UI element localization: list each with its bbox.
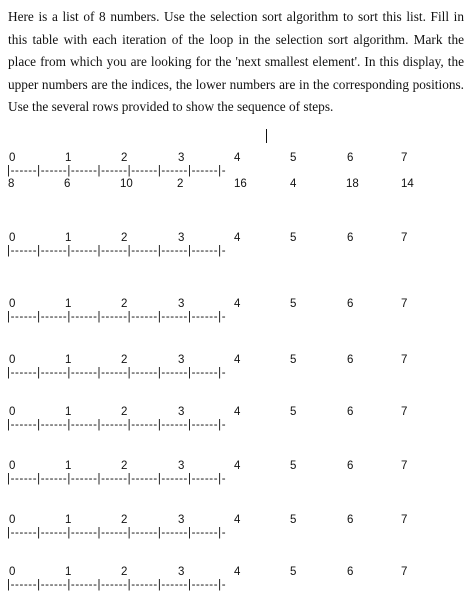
index-label: 6 [347,354,354,366]
index-label: 2 [121,566,128,578]
index-label: 3 [178,566,185,578]
separator-line: |------|------|------|------|------|------|------|- [7,311,227,323]
index-label: 7 [401,298,408,310]
index-label: 3 [178,460,185,472]
index-label: 7 [401,566,408,578]
index-label: 4 [234,354,241,366]
index-label: 2 [121,232,128,244]
index-label: 7 [401,354,408,366]
index-label: 5 [290,152,297,164]
index-label: 3 [178,232,185,244]
position-value: 16 [234,178,247,190]
index-label: 0 [9,232,16,244]
index-label: 5 [290,406,297,418]
index-label: 0 [9,298,16,310]
index-label: 7 [401,460,408,472]
index-label: 1 [65,298,72,310]
index-label: 3 [178,406,185,418]
index-label: 3 [178,298,185,310]
separator-line: |------|------|------|------|------|------|------|- [7,419,227,431]
index-label: 1 [65,354,72,366]
index-label: 5 [290,298,297,310]
index-label: 4 [234,514,241,526]
index-label: 0 [9,406,16,418]
position-value: 2 [177,178,184,190]
index-label: 4 [234,152,241,164]
index-label: 4 [234,460,241,472]
index-label: 6 [347,406,354,418]
position-value: 8 [8,178,15,190]
index-label: 1 [65,232,72,244]
index-label: 7 [401,406,408,418]
index-label: 2 [121,298,128,310]
index-label: 0 [9,566,16,578]
index-label: 3 [178,514,185,526]
separator-line: |------|------|------|------|------|------|------|- [7,579,227,591]
index-label: 5 [290,354,297,366]
index-label: 0 [9,514,16,526]
index-label: 1 [65,152,72,164]
index-label: 2 [121,152,128,164]
index-label: 1 [65,460,72,472]
index-label: 7 [401,232,408,244]
index-label: 5 [290,566,297,578]
index-label: 3 [178,152,185,164]
index-label: 1 [65,406,72,418]
index-label: 3 [178,354,185,366]
index-label: 5 [290,232,297,244]
index-label: 4 [234,298,241,310]
index-label: 2 [121,354,128,366]
separator-line: |------|------|------|------|------|------|------|- [7,165,227,177]
index-label: 0 [9,152,16,164]
index-label: 6 [347,566,354,578]
index-label: 4 [234,232,241,244]
index-label: 5 [290,460,297,472]
position-value: 6 [64,178,71,190]
index-label: 0 [9,354,16,366]
position-value: 18 [346,178,359,190]
index-label: 2 [121,460,128,472]
separator-line: |------|------|------|------|------|------|------|- [7,367,227,379]
position-value: 4 [290,178,297,190]
index-label: 4 [234,406,241,418]
index-label: 5 [290,514,297,526]
instructions-text: Here is a list of 8 numbers. Use the selection sort algorithm to sort this list. Fill in this table with each iteration of the loop in the selection sort algorithm. Mark the place from which you are looking for the 'next smallest element'. In this display, the upper numbers are the indices, the lower numbers are in the corresponding positions. Use the several rows provided to show the sequence of steps. [8,9,464,114]
index-label: 6 [347,152,354,164]
separator-line: |------|------|------|------|------|------|------|- [7,473,227,485]
index-label: 6 [347,514,354,526]
position-value: 10 [120,178,133,190]
index-label: 0 [9,460,16,472]
separator-line: |------|------|------|------|------|------|------|- [7,527,227,539]
index-label: 6 [347,460,354,472]
text-cursor [266,129,267,143]
index-label: 7 [401,152,408,164]
index-label: 2 [121,514,128,526]
position-value: 14 [401,178,414,190]
index-label: 1 [65,514,72,526]
index-label: 2 [121,406,128,418]
index-label: 6 [347,298,354,310]
index-label: 7 [401,514,408,526]
separator-line: |------|------|------|------|------|------|------|- [7,245,227,257]
index-label: 4 [234,566,241,578]
index-label: 6 [347,232,354,244]
index-label: 1 [65,566,72,578]
